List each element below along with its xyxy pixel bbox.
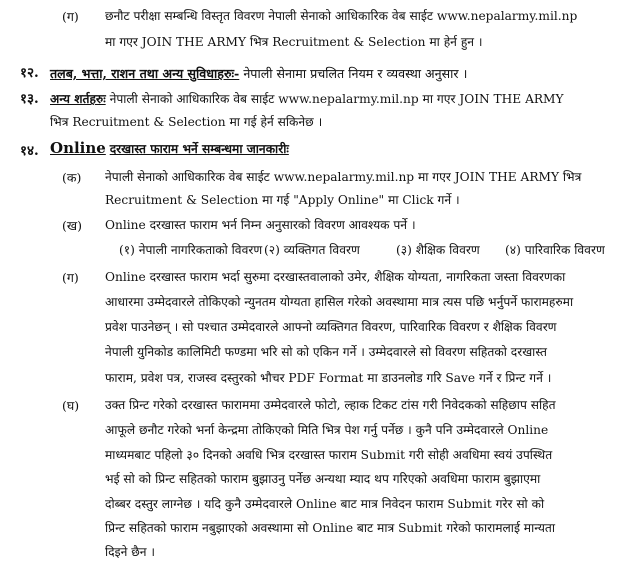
item-text-line: मा गएर JOIN THE ARMY भित्र Recruitment & Selection मा हेर्न हुन । — [105, 35, 483, 49]
item-text-line: छनौट परीक्षा सम्बन्धि विस्तृत विवरण नेपाली सेनाको आधिकारिक वेब साईट www.nepalarmy.mil.np — [105, 9, 578, 23]
item-text-line: उक्त प्रिन्ट गरेको दरखास्त फाराममा उम्मेदवारले फोटो, ल्हाक टिकट टांस गरी निवेदकको सहिछाप सहित — [105, 398, 556, 412]
sub-item: (४) पारिवारिक विवरण — [505, 243, 605, 257]
item-marker: (क) — [62, 170, 82, 185]
item-marker: (घ) — [62, 398, 80, 413]
sub-item: (३) शैक्षिक विवरण — [396, 243, 480, 257]
section-14-title — [50, 141, 289, 157]
sub-item: (१) नेपाली नागरिकताको विवरण — [119, 243, 263, 257]
item-text-line: फाराम, प्रवेश पत्र, राजस्व दस्तुरको भौचर PDF Format मा डाउनलोड गरि Save गर्ने र प्रिन्ट गर्ने । — [105, 371, 552, 385]
section-title: दरखास्त फाराम भर्ने सम्बन्धमा जानकारीः — [109, 142, 289, 156]
item-marker: (ग) — [62, 270, 79, 285]
item-text-line: दिइने छैन । — [105, 545, 156, 559]
item-text-line: नेपाली युनिकोड कालिमिटी फण्डमा भरि सो को एकिन गर्ने । उम्मेदवारले सो विवरण सहितको दरखास्त — [105, 345, 548, 359]
section-number: १२. — [20, 65, 39, 81]
item-text-line: Recruitment & Selection मा गई "Apply Online" मा Click गर्ने । — [105, 193, 460, 207]
section-text: नेपाली सेनामा प्रचलित नियम र व्यवस्था अनुसार । — [243, 66, 468, 81]
item-text-line: आफूले छनौट गरेको भर्ना केन्द्रमा तोकिएको मिति भित्र पेश गर्नु पर्नेछ । कुनै पनि उम्मेदवारले Online — [105, 423, 549, 437]
section-title: तलब, भत्ता, राशन तथा अन्य सुविधाहरुः- — [50, 66, 240, 81]
item-text-line: माध्यमबाट पहिलो ३० दिनको अवधि भित्र दरखास्त फाराम Submit गरी सोही अवधिमा स्वयं उपस्थित — [105, 448, 553, 462]
item-marker: (ख) — [62, 218, 82, 233]
section-text-line: भित्र Recruitment & Selection मा गई हेर्न सकिनेछ । — [50, 115, 323, 129]
section-number: १४. — [20, 143, 39, 159]
item-text-line: आधारमा उम्मेदवारले तोकिएको न्युनतम योग्यता हासिल गरेको अवस्थामा मात्र त्यस पछि भर्नुपर्ने फारामहरुमा — [105, 295, 574, 309]
section-13-line — [50, 92, 564, 107]
item-text-line: प्रवेश पाउनेछन् । सो पश्चात उम्मेदवारले आफ्नो व्यक्तिगत विवरण, पारिवारिक विवरण र शैक्षिक विवरण — [105, 320, 557, 334]
item-text-line: प्रिन्ट सहितको फाराम नबुझाएको अवस्थामा सो Online बाट मात्र Submit गरेको फारामलाई मान्यता — [105, 521, 556, 535]
item-marker: (ग) — [62, 9, 79, 24]
sub-item: (२) व्यक्तिगत विवरण — [264, 243, 360, 257]
item-text-line: भई सो को प्रिन्ट सहितको फाराम बुझाउनु पर्नेछ अन्यथा म्याद थप गरिएको अवधिमा फाराम बुझाएमा — [105, 472, 541, 486]
item-text-line: नेपाली सेनाको आधिकारिक वेब साईट www.nepalarmy.mil.np मा गएर JOIN THE ARMY भित्र — [105, 170, 582, 184]
item-text-line: Online दरखास्त फाराम भर्न निम्न अनुसारको विवरण आवश्यक पर्ने । — [105, 218, 416, 232]
section-number: १३. — [20, 91, 39, 107]
section-text: नेपाली सेनाको आधिकारिक वेब साईट www.nepalarmy.mil.np मा गएर JOIN THE ARMY — [109, 92, 564, 106]
item-text-line: Online दरखास्त फाराम भर्दा सुरुमा दरखास्तवालाको उमेर, शैक्षिक योग्यता, नागरिकता जस्ता विवरणका — [105, 270, 566, 284]
section-title: अन्य शर्तहरुः — [50, 92, 106, 106]
item-text-line: दोब्बर दस्तुर लाग्नेछ । यदि कुनै उम्मेदवारले Online बाट मात्र निवेदन फाराम Submit गरेर सो को — [105, 497, 545, 511]
section-title-online: Online — [50, 139, 106, 157]
section-12-line — [50, 66, 467, 81]
